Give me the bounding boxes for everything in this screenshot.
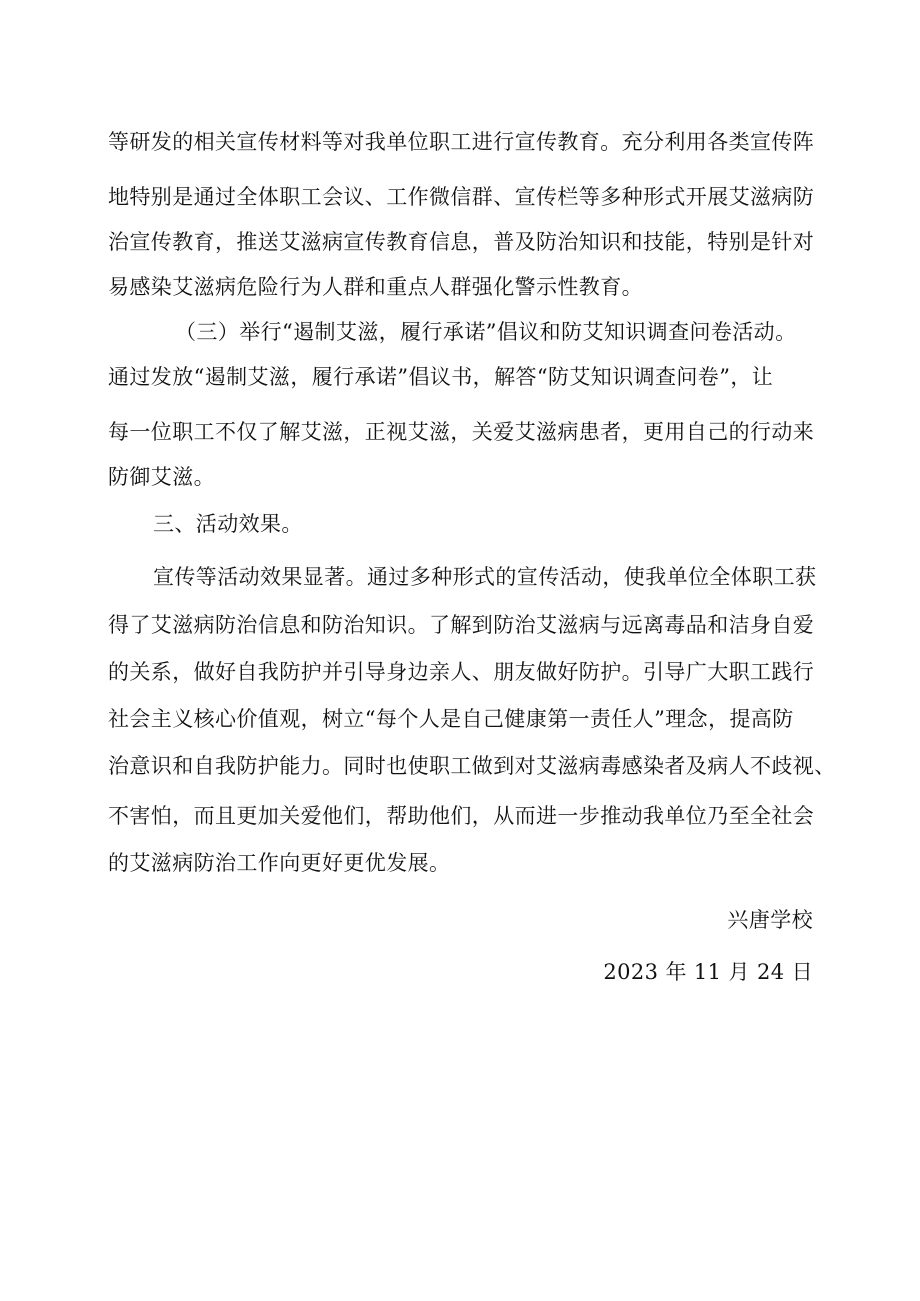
paragraph-2-line-4: 防御艾滋。 — [108, 465, 215, 489]
paragraph-3-line-7: 的艾滋病防治工作向更好更优发展。 — [108, 851, 451, 875]
paragraph-3-line-1: 宣传等活动效果显著。通过多种形式的宣传活动，使我单位全体职工获 — [153, 565, 817, 589]
paragraph-3-line-2: 得了艾滋病防治信息和防治知识。了解到防治艾滋病与远离毒品和洁身自爱 — [108, 613, 815, 637]
paragraph-1-line-3: 治宣传教育，推送艾滋病宣传教育信息，普及防治知识和技能，特别是针对 — [108, 230, 815, 254]
paragraph-2-line-2: 通过发放“遏制艾滋，履行承诺”倡议书，解答“防艾知识调查问卷”，让 — [108, 365, 774, 389]
paragraph-3-line-4: 社会主义核心价值观，树立“每个人是自己健康第一责任人”理念，提高防 — [108, 707, 794, 731]
signature-date: 2023 年 11 月 24 日 — [603, 960, 813, 984]
paragraph-3-line-5: 治意识和自我防护能力。同时也使职工做到对艾滋病毒感染者及病人不歧视、 — [108, 754, 836, 778]
paragraph-2-line-3: 每一位职工不仅了解艾滋，正视艾滋，关爱艾滋病患者，更用自己的行动来 — [108, 420, 815, 444]
paragraph-1-line-1: 等研发的相关宣传材料等对我单位职工进行宣传教育。充分利用各类宣传阵 — [108, 130, 815, 154]
paragraph-2-line-1: （三）举行“遏制艾滋，履行承诺”倡议和防艾知识调查问卷活动。 — [175, 320, 797, 344]
paragraph-1-line-2: 地特别是通过全体职工会议、工作微信群、宣传栏等多种形式开展艾滋病防 — [108, 185, 815, 209]
paragraph-3-line-3: 的关系，做好自我防护并引导身边亲人、朋友做好防护。引导广大职工践行 — [108, 660, 815, 684]
section-heading-effects: 三、活动效果。 — [153, 512, 303, 536]
paragraph-3-line-6: 不害怕，而且更加关爱他们，帮助他们，从而进一步推动我单位乃至全社会 — [108, 804, 815, 828]
signature-organization: 兴唐学校 — [727, 908, 813, 932]
paragraph-1-line-4: 易感染艾滋病危险行为人群和重点人群强化警示性教育。 — [108, 275, 643, 299]
